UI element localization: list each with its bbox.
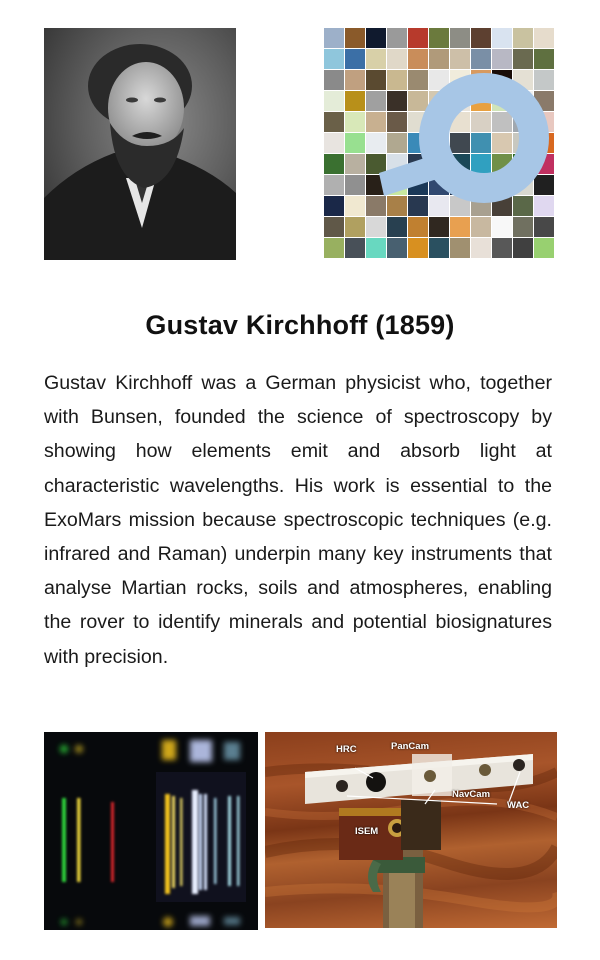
spectrum-illustration	[44, 732, 258, 930]
magnifying-glass-icon	[324, 28, 554, 258]
spectral-lines-image	[44, 732, 258, 930]
label-hrc: HRC	[336, 744, 357, 755]
science-collage-image	[324, 28, 554, 258]
description-paragraph: Gustav Kirchhoff was a German physicist who, together with Bunsen, founded the science of spectroscopy by showing how elements emit and absorb light at characteristic wavelengths. His work is essential to the ExoMars mission because spectroscopic techniques (e.g. infrared and Raman) underpin many key instruments that analyse Martian rocks, soils and atmospheres, enabling the rover to identify minerals and potential biosignatures with precision.	[44, 372, 552, 668]
portrait-illustration	[44, 28, 236, 260]
page-title: Gustav Kirchhoff (1859)	[145, 310, 455, 340]
exomars-pancam-image	[265, 732, 557, 928]
label-wac: WAC	[507, 800, 530, 811]
label-navcam: NavCam	[452, 789, 491, 800]
label-isem: ISEM	[355, 826, 379, 837]
label-pancam: PanCam	[391, 741, 430, 752]
portrait-image	[44, 28, 236, 260]
pancam-illustration	[265, 732, 557, 928]
